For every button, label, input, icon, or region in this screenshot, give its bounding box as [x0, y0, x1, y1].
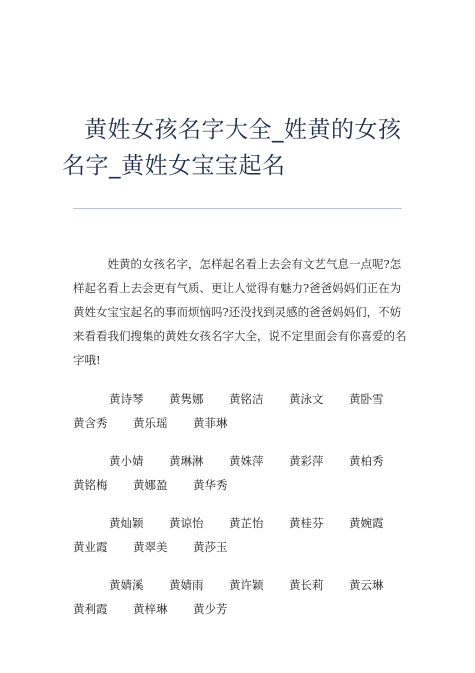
intro-text: 姓黄的女孩名字，怎样起名看上去会有文艺气息一点呢?怎样起名看上去会更有气质、更让人觉得有魅力?爸爸妈妈们正在为黄姓女宝宝起名的事而烦恼吗?还没找到灵感的爸爸妈妈们，不妨来看看我们搜集的黄姓女孩名字大全，说不定里面会有你喜爱的名字哦! [73, 257, 407, 367]
name-item: 黄彩萍 [289, 454, 324, 468]
name-item: 黄桂芬 [289, 516, 324, 530]
name-item: 黄隽娜 [169, 392, 204, 406]
name-list [73, 387, 413, 635]
name-item: 黄含秀 [73, 416, 108, 430]
name-item: 黄翠美 [133, 540, 168, 554]
name-group [73, 387, 413, 435]
name-row [73, 573, 413, 597]
name-item: 黄梓琳 [133, 602, 168, 616]
page-title [62, 112, 412, 184]
name-row [73, 473, 413, 497]
name-group [73, 449, 413, 497]
name-item: 黄姝萍 [229, 454, 264, 468]
name-row [73, 597, 413, 621]
intro-paragraph [73, 252, 408, 372]
name-item: 黄小婧 [109, 454, 144, 468]
page-title-line-2: 名字_黄姓女宝宝起名 [62, 153, 286, 179]
name-item: 黄长莉 [289, 578, 324, 592]
name-item: 黄业霞 [73, 540, 108, 554]
name-item: 黄少芳 [193, 602, 228, 616]
title-divider [73, 208, 402, 209]
name-item: 黄云琳 [349, 578, 384, 592]
name-item: 黄利霞 [73, 602, 108, 616]
name-item: 黄乐瑶 [133, 416, 168, 430]
name-row [73, 411, 413, 435]
name-item: 黄婧溪 [109, 578, 144, 592]
name-row [73, 535, 413, 559]
name-item: 黄卧雪 [349, 392, 384, 406]
name-row [73, 511, 413, 535]
name-item: 黄婉霞 [349, 516, 384, 530]
name-row [73, 449, 413, 473]
name-row [73, 387, 413, 411]
name-item: 黄华秀 [193, 478, 228, 492]
name-item: 黄铭梅 [73, 478, 108, 492]
name-item: 黄铭洁 [229, 392, 264, 406]
name-group [73, 511, 413, 559]
name-item: 黄菲琳 [193, 416, 228, 430]
name-group [73, 573, 413, 621]
name-item: 黄诗琴 [109, 392, 144, 406]
name-item: 黄柏秀 [349, 454, 384, 468]
name-item: 黄娜盈 [133, 478, 168, 492]
name-item: 黄芷怡 [229, 516, 264, 530]
name-item: 黄琳淋 [169, 454, 204, 468]
name-item: 黄许颖 [229, 578, 264, 592]
name-item: 黄泳文 [289, 392, 324, 406]
name-item: 黄灿颖 [109, 516, 144, 530]
name-item: 黄婧雨 [169, 578, 204, 592]
name-item: 黄莎玉 [193, 540, 228, 554]
page-title-line-1: 黄姓女孩名字大全_姓黄的女孩 [84, 117, 402, 143]
name-item: 黄谅怡 [169, 516, 204, 530]
